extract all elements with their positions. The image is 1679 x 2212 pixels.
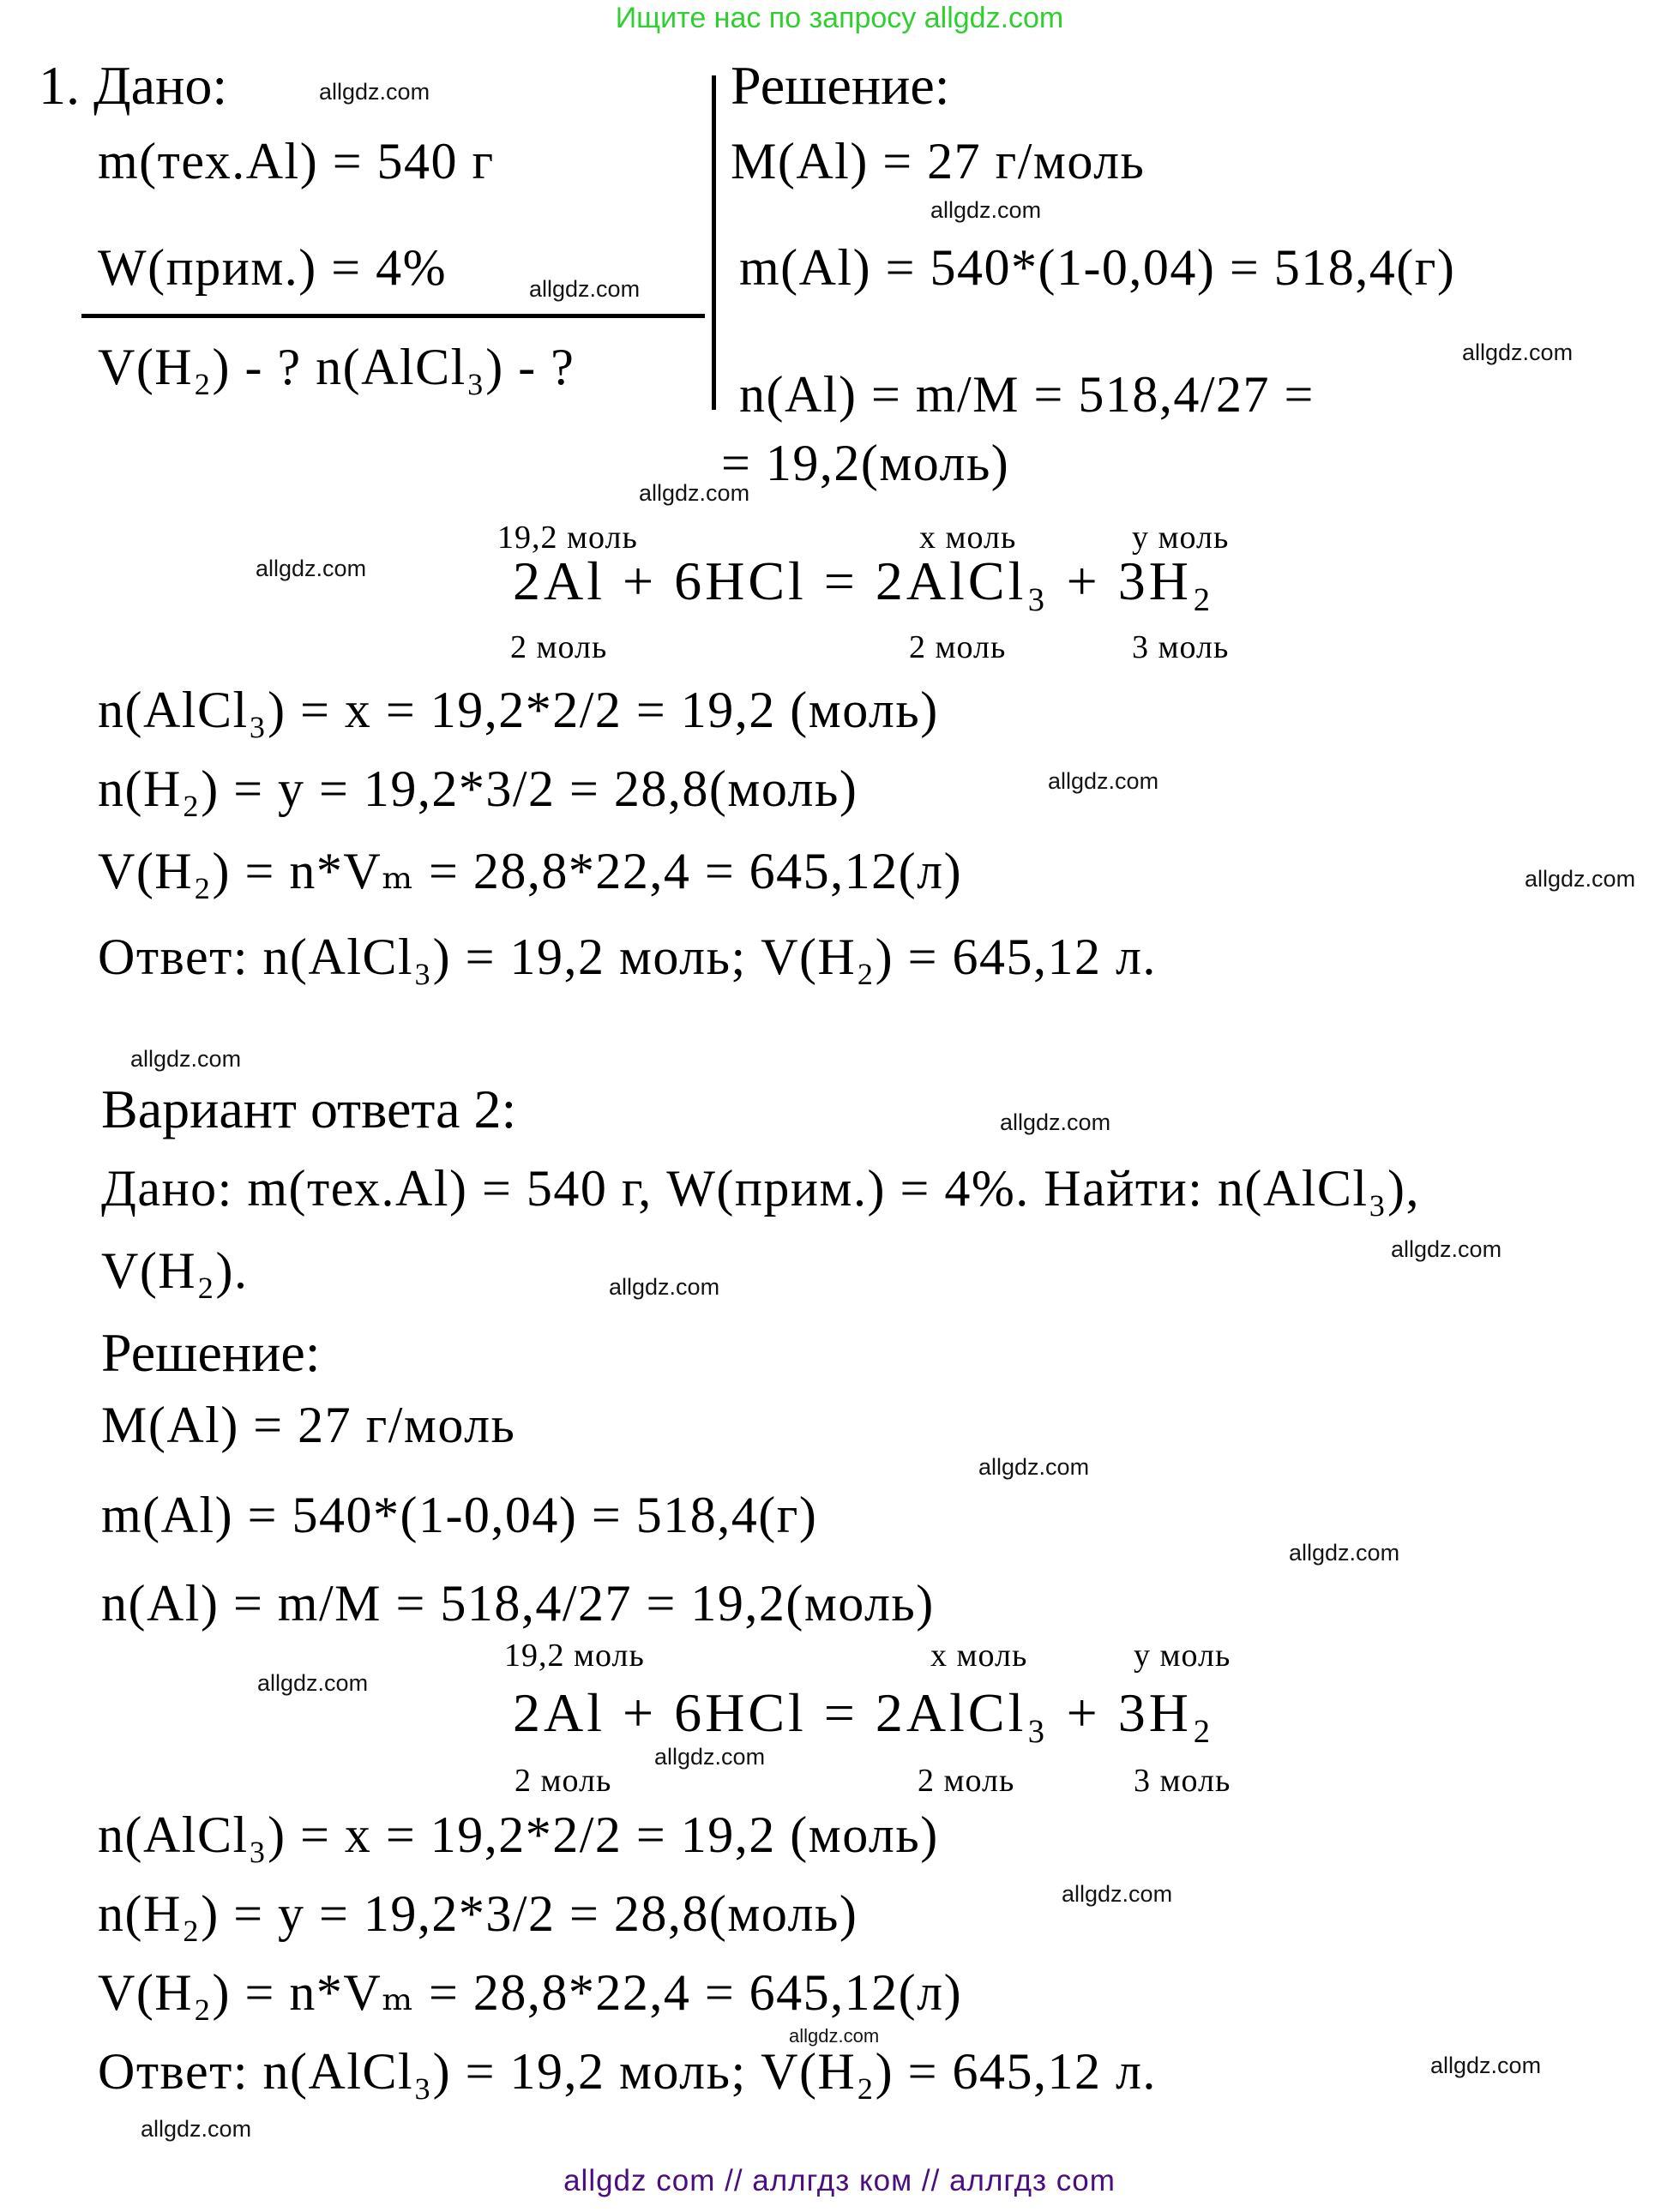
allgdz-watermark: allgdz.com (1289, 1540, 1400, 1566)
given-heading: 1. Дано: (39, 55, 228, 116)
equation-label-below-al: 2 моль (510, 629, 608, 665)
solution-heading: Решение: (731, 55, 950, 116)
reaction-equation: 2Al + 6HCl = 2AlCl₃ + 3H₂ (513, 550, 1215, 611)
equation-label-below-h2: 3 моль (1132, 629, 1230, 665)
reaction-equation-2: 2Al + 6HCl = 2AlCl₃ + 3H₂ (513, 1682, 1215, 1743)
given-mass-line: m(тех.Al) = 540 г (98, 133, 495, 189)
allgdz-watermark: allgdz.com (1000, 1109, 1111, 1135)
allgdz-watermark: allgdz.com (1525, 866, 1636, 892)
equation2-label-below-alcl3: 2 моль (918, 1763, 1015, 1799)
equation2-label-below-h2: 3 моль (1134, 1763, 1231, 1799)
molar-mass-line: M(Al) = 27 г/моль (731, 133, 1146, 189)
allgdz-watermark: allgdz.com (529, 276, 641, 302)
moles-line-part2: = 19,2(моль) (721, 435, 1010, 491)
equation-label-above-h2: y моль (1132, 520, 1230, 556)
variant2-pure-mass-line: m(Al) = 540*(1-0,04) = 518,4(г) (101, 1487, 818, 1543)
allgdz-watermark: allgdz.com (609, 1274, 720, 1300)
h2-volume-line: V(H₂) = n*Vₘ = 28,8*22,4 = 645,12(л) (98, 843, 963, 899)
h2-moles-line: n(H₂) = y = 19,2*3/2 = 28,8(моль) (98, 760, 858, 817)
given-impurity-line: W(прим.) = 4% (98, 239, 448, 296)
variant2-moles-line: n(Al) = m/M = 518,4/27 = 19,2(моль) (101, 1575, 935, 1632)
allgdz-watermark: allgdz.com (1391, 1236, 1502, 1262)
moles-line-part1: n(Al) = m/M = 518,4/27 = (739, 366, 1315, 423)
variant2-h2-volume-line: V(H₂) = n*Vₘ = 28,8*22,4 = 645,12(л) (98, 1964, 963, 2021)
top-search-banner: Ищите нас по запросу allgdz.com (615, 2, 1064, 34)
allgdz-watermark: allgdz.com (789, 2025, 880, 2047)
allgdz-watermark: allgdz.com (654, 1744, 766, 1770)
allgdz-watermark: allgdz.com (130, 1046, 242, 1072)
equation-label-above-al: 19,2 моль (497, 520, 638, 556)
answer-line: Ответ: n(AlCl₃) = 19,2 моль; V(H₂) = 645,12 л. (98, 929, 1157, 985)
allgdz-watermark: allgdz.com (319, 79, 430, 105)
allgdz-watermark: allgdz.com (978, 1454, 1090, 1480)
variant2-given-line1: Дано: m(тех.Al) = 540 г, W(прим.) = 4%. Найти: n(AlCl₃), (101, 1160, 1420, 1217)
variant2-solution-heading: Решение: (101, 1322, 321, 1383)
alcl3-moles-line: n(AlCl₃) = x = 19,2*2/2 = 19,2 (моль) (98, 682, 939, 738)
equation-label-above-alcl3: x моль (919, 520, 1017, 556)
allgdz-watermark: allgdz.com (1430, 2053, 1542, 2078)
allgdz-watermark: allgdz.com (141, 2116, 252, 2142)
equation2-label-above-alcl3: x моль (930, 1638, 1028, 1674)
allgdz-watermark: allgdz.com (1048, 768, 1159, 794)
column-divider-rule (712, 75, 716, 410)
variant2-answer-line: Ответ: n(AlCl₃) = 19,2 моль; V(H₂) = 645,12 л. (98, 2043, 1157, 2100)
given-find-line: V(H₂) - ? n(AlCl₃) - ? (98, 339, 575, 395)
allgdz-watermark: allgdz.com (1462, 340, 1574, 365)
variant2-alcl3-moles-line: n(AlCl₃) = x = 19,2*2/2 = 19,2 (моль) (98, 1806, 939, 1863)
allgdz-watermark: allgdz.com (930, 197, 1042, 223)
equation2-label-above-h2: y моль (1134, 1638, 1231, 1674)
variant2-given-line2: V(H₂). (101, 1242, 249, 1299)
equation-label-below-alcl3: 2 моль (909, 629, 1007, 665)
allgdz-watermark: allgdz.com (639, 480, 750, 506)
variant2-h2-moles-line: n(H₂) = y = 19,2*3/2 = 28,8(моль) (98, 1885, 858, 1942)
bottom-domains-banner: allgdz com // аллгдз ком // аллгдз com (563, 2164, 1116, 2197)
pure-mass-line: m(Al) = 540*(1-0,04) = 518,4(г) (739, 239, 1456, 296)
allgdz-watermark: allgdz.com (1062, 1881, 1173, 1907)
given-underline-rule (81, 314, 705, 318)
allgdz-watermark: allgdz.com (256, 556, 367, 581)
equation2-label-above-al: 19,2 моль (504, 1638, 645, 1674)
variant2-heading: Вариант ответа 2: (101, 1079, 517, 1139)
equation2-label-below-al: 2 моль (515, 1763, 612, 1799)
variant2-molar-mass-line: M(Al) = 27 г/моль (101, 1397, 516, 1453)
allgdz-watermark: allgdz.com (257, 1670, 369, 1696)
